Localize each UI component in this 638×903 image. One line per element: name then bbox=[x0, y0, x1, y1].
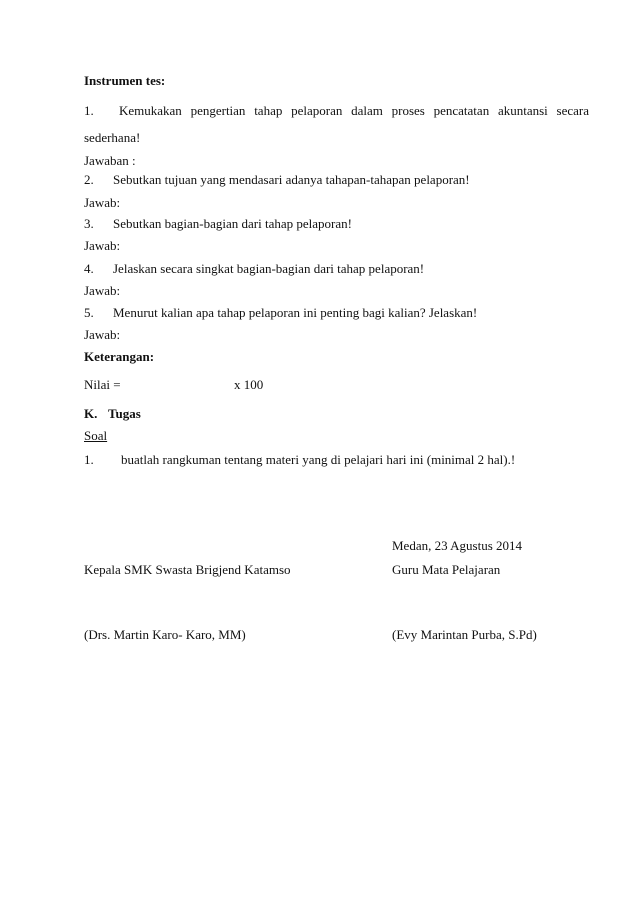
right-signer-title: Guru Mata Pelajaran bbox=[392, 562, 501, 577]
section-letter: K. bbox=[84, 406, 98, 421]
question-5-number: 5. bbox=[84, 305, 94, 320]
question-3-number: 3. bbox=[84, 216, 94, 231]
left-signer-title: Kepala SMK Swasta Brigjend Katamso bbox=[84, 562, 291, 577]
question-4-answer-label: Jawab: bbox=[84, 283, 121, 298]
question-1-text-line2: sederhana! bbox=[84, 130, 141, 145]
question-1-answer-label: Jawaban : bbox=[84, 153, 136, 168]
question-5-text: Menurut kalian apa tahap pelaporan ini penting bagi kalian? Jelaskan! bbox=[113, 305, 478, 320]
question-3-text: Sebutkan bagian-bagian dari tahap pelaporan! bbox=[113, 216, 352, 231]
nilai-multiplier: x 100 bbox=[234, 377, 264, 392]
place-date: Medan, 23 Agustus 2014 bbox=[392, 538, 522, 553]
instrument-heading: Instrumen tes: bbox=[84, 73, 166, 88]
question-1-text-line1: Kemukakan pengertian tahap pelaporan dalam proses pencatatan akuntansi secara bbox=[119, 103, 589, 118]
question-4-text: Jelaskan secara singkat bagian-bagian dari tahap pelaporan! bbox=[113, 261, 425, 276]
question-5-answer-label: Jawab: bbox=[84, 327, 121, 342]
soal-label: Soal bbox=[84, 428, 108, 443]
nilai-label: Nilai = bbox=[84, 377, 121, 392]
question-4-number: 4. bbox=[84, 261, 94, 276]
question-3-answer-label: Jawab: bbox=[84, 238, 121, 253]
section-title: Tugas bbox=[108, 406, 141, 421]
question-2-answer-label: Jawab: bbox=[84, 195, 121, 210]
question-2-number: 2. bbox=[84, 172, 94, 187]
task-text: buatlah rangkuman tentang materi yang di pelajari hari ini (minimal 2 hal).! bbox=[121, 452, 516, 467]
left-signer-name: (Drs. Martin Karo- Karo, MM) bbox=[84, 627, 246, 642]
right-signer-name: (Evy Marintan Purba, S.Pd) bbox=[392, 627, 537, 642]
keterangan-heading: Keterangan: bbox=[84, 349, 155, 364]
task-number: 1. bbox=[84, 452, 94, 467]
question-2-text: Sebutkan tujuan yang mendasari adanya tahapan-tahapan pelaporan! bbox=[113, 172, 470, 187]
question-1-number: 1. bbox=[84, 103, 94, 118]
